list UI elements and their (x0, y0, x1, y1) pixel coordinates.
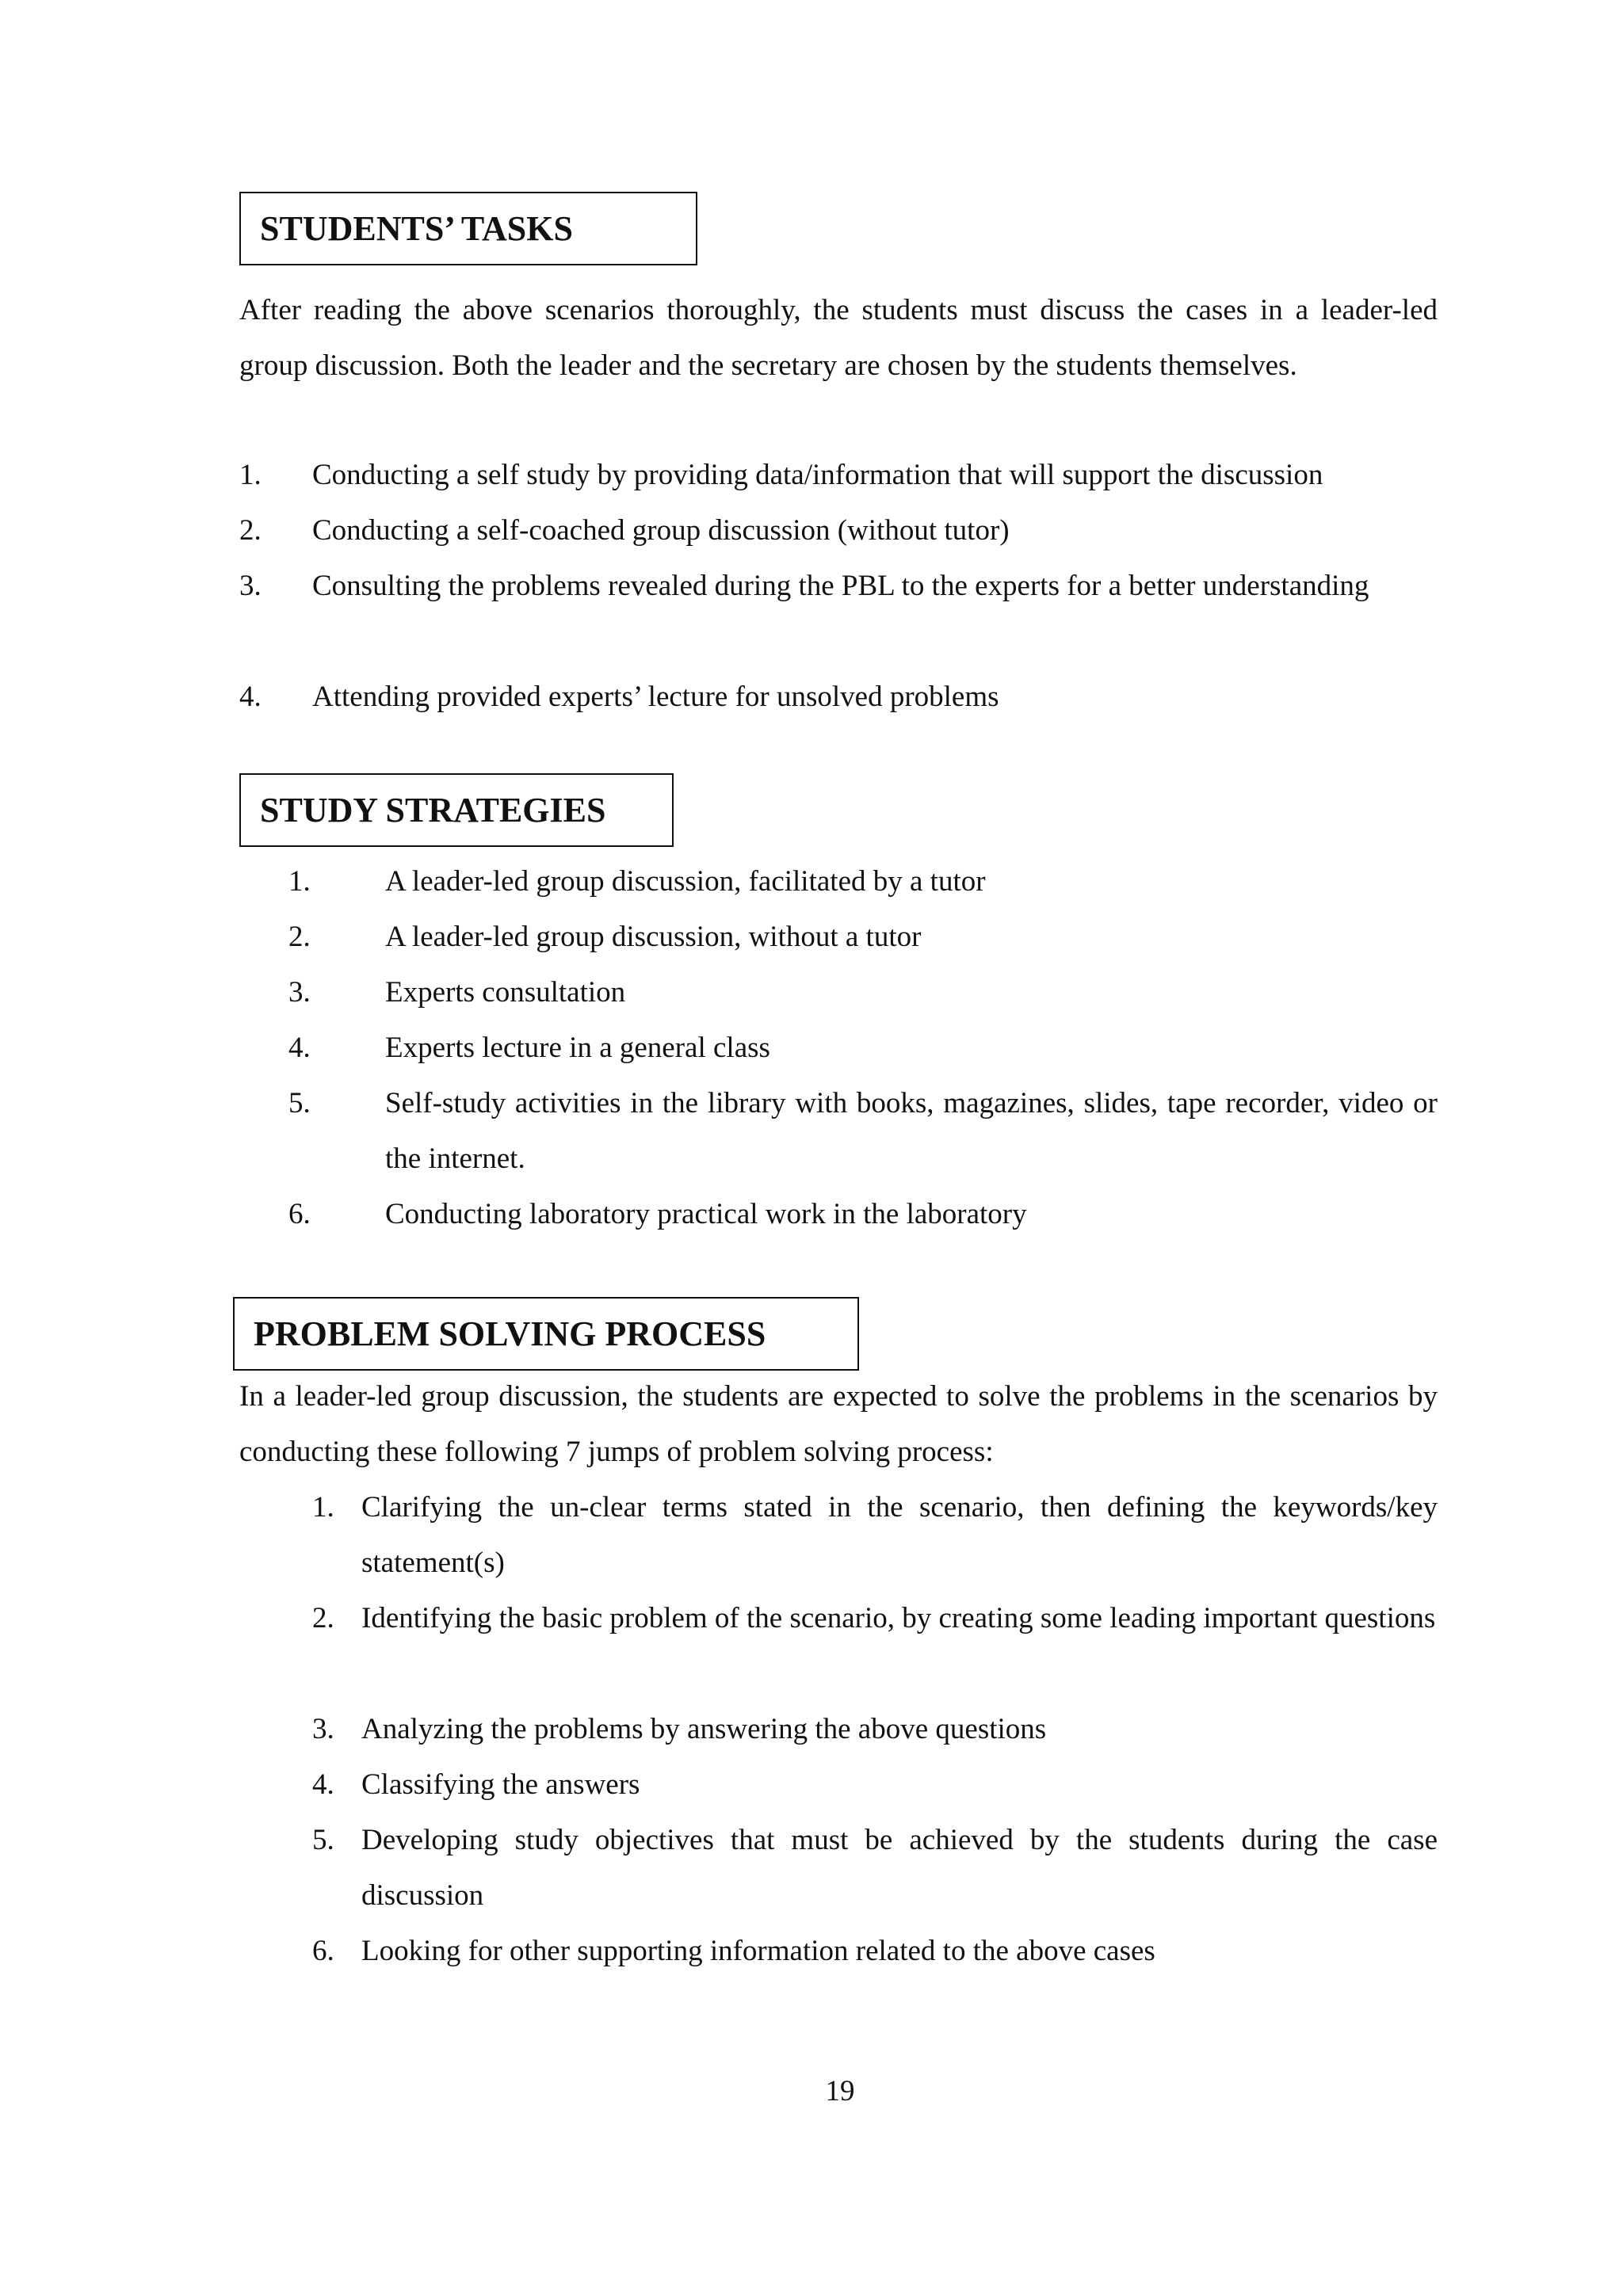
list-number: 3. (239, 570, 262, 602)
list-number: 2. (312, 1602, 334, 1634)
list-text: Experts consultation (385, 976, 626, 1009)
list-number: 4. (312, 1768, 334, 1801)
page-number: 19 (825, 2075, 855, 2107)
list-number: 1. (288, 865, 311, 898)
list-number: 2. (239, 514, 262, 547)
list-text: Experts lecture in a general class (385, 1032, 770, 1064)
list-text: Clarifying the un-clear terms stated in the scenario, then defining the keywords/key statement(s) (361, 1491, 1438, 1579)
study-strategies-heading: STUDY STRATEGIES (239, 773, 674, 847)
list-text: Analyzing the problems by answering the above questions (361, 1713, 1047, 1745)
list-text: Attending provided experts’ lecture for unsolved problems (312, 681, 999, 713)
list-text: A leader-led group discussion, facilitated by a tutor (385, 865, 986, 898)
list-text: Conducting a self study by providing data/information that will support the discussion (312, 459, 1323, 491)
students-tasks-intro: After reading the above scenarios thoroughly, the students must discuss the cases in a leader-led group discussion. Both the leader and the secretary are chosen by the students themselves. (239, 294, 1438, 382)
students-tasks-heading: STUDENTS’ TASKS (239, 192, 697, 265)
list-number: 4. (239, 681, 262, 713)
problem-solving-intro: In a leader-led group discussion, the students are expected to solve the problems in the scenarios by conducting these following 7 jumps of problem solving process: (239, 1380, 1438, 1468)
list-text: A leader-led group discussion, without a tutor (385, 921, 922, 953)
list-number: 2. (288, 921, 311, 953)
list-text: Classifying the answers (361, 1768, 640, 1801)
list-number: 1. (312, 1491, 334, 1524)
list-text: Consulting the problems revealed during the PBL to the experts for a better understanding (312, 570, 1369, 602)
list-number: 4. (288, 1032, 311, 1064)
list-number: 3. (312, 1713, 334, 1745)
list-text: Looking for other supporting information related to the above cases (361, 1935, 1155, 1967)
list-text: Developing study objectives that must be achieved by the students during the case discussion (361, 1824, 1438, 1912)
problem-solving-heading: PROBLEM SOLVING PROCESS (233, 1297, 859, 1371)
list-text: Conducting laboratory practical work in the laboratory (385, 1198, 1027, 1230)
list-number: 5. (288, 1087, 311, 1119)
list-number: 3. (288, 976, 311, 1009)
list-text: Conducting a self-coached group discussion (without tutor) (312, 514, 1010, 547)
list-number: 6. (312, 1935, 334, 1967)
list-number: 6. (288, 1198, 311, 1230)
list-number: 5. (312, 1824, 334, 1856)
list-text: Identifying the basic problem of the scenario, by creating some leading important questions (361, 1602, 1436, 1634)
list-number: 1. (239, 459, 262, 491)
list-text: Self-study activities in the library with books, magazines, slides, tape recorder, video or the internet. (385, 1087, 1438, 1175)
